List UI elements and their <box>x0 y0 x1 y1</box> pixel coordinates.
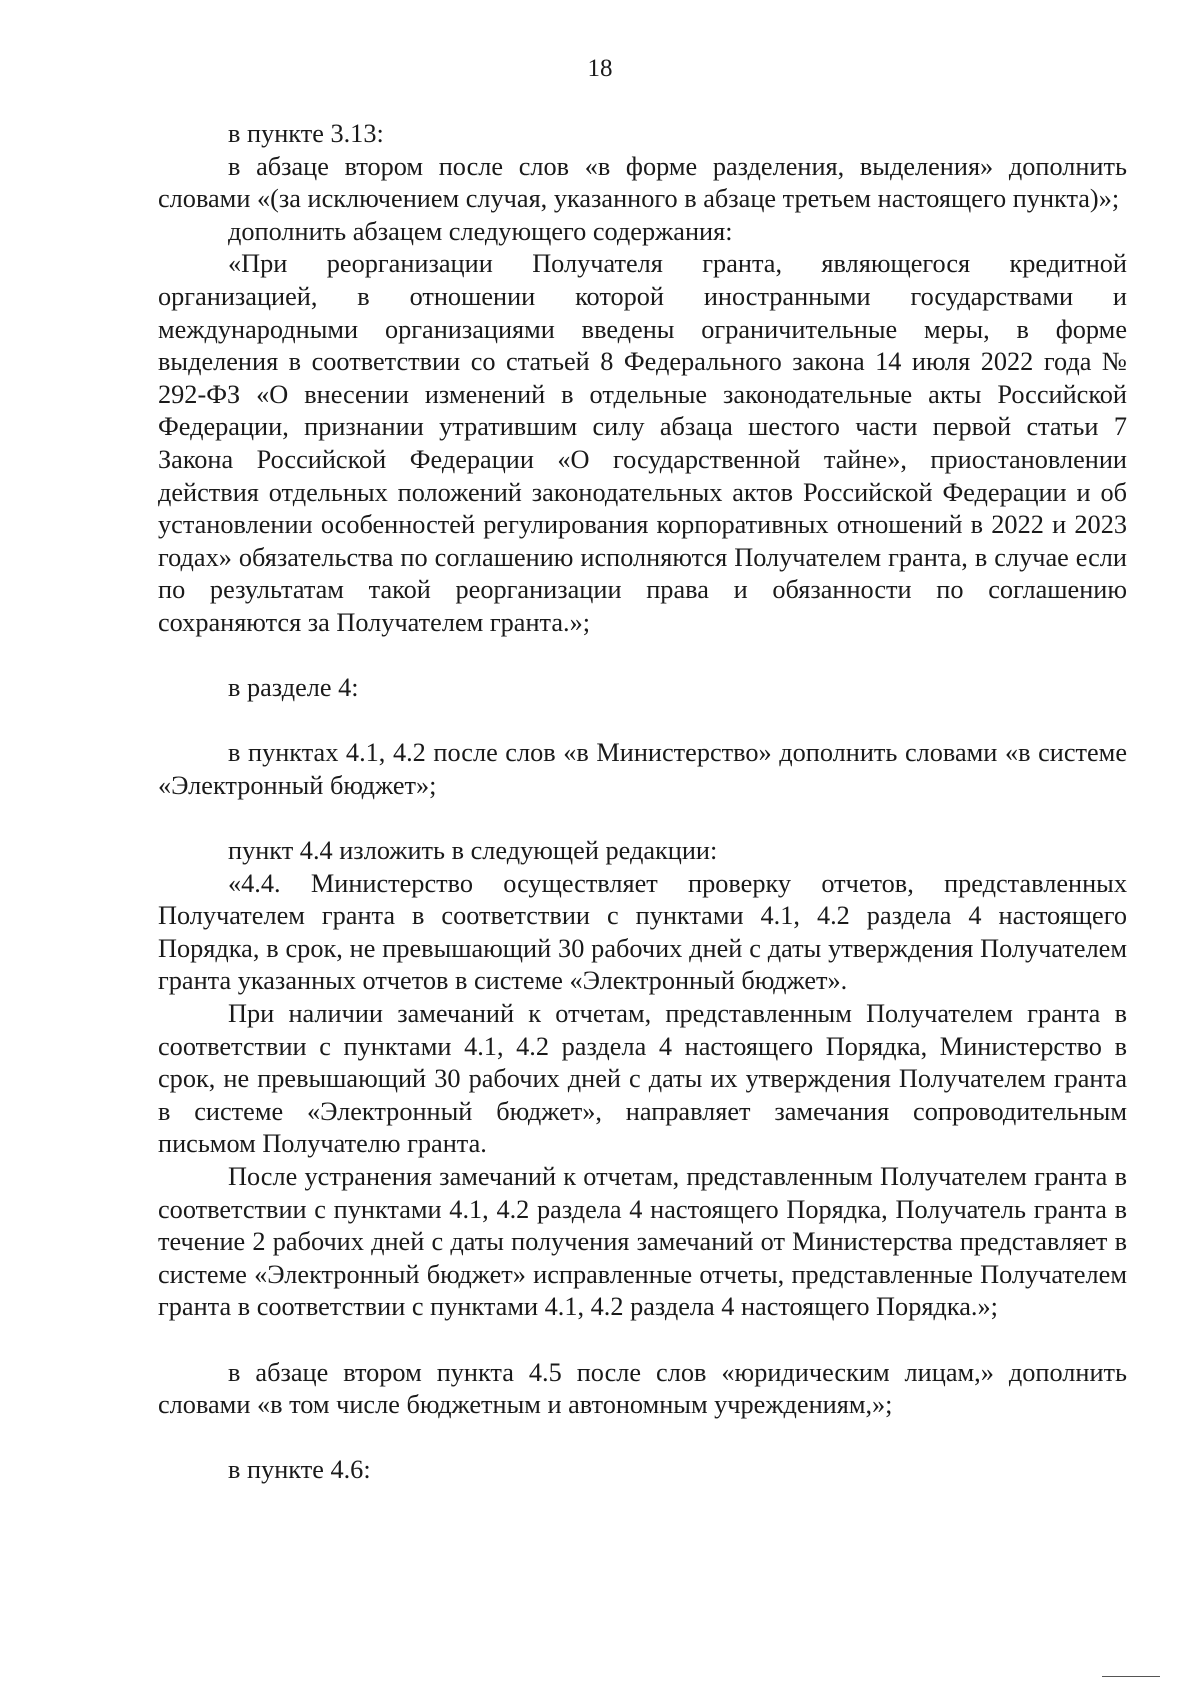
paragraph-item-4-4-intro: пункт 4.4 изложить в следующей редакции: <box>228 836 718 866</box>
footer-rule <box>1102 1676 1160 1677</box>
paragraph-section-4: в разделе 4: <box>228 673 359 703</box>
paragraph-after-remarks: После устранения замечаний к отчетам, представленным Получателем гранта в соответствии с пунктами 4.1, 4.2 раздела 4 настоящего Порядка, Получатель гранта в течение 2 рабочих дней с даты получения замечаний от Министерства представляет в системе «Электронный бюджет» исправленные отчеты, представленные Получателем гранта в соответствии с пунктами 4.1, 4.2 раздела 4 настоящего Порядка.»; <box>158 1162 1127 1322</box>
paragraph-item-4-6: в пункте 4.6: <box>228 1455 371 1485</box>
page-number: 18 <box>587 55 613 82</box>
paragraph-items-4-1-4-2: в пунктах 4.1, 4.2 после слов «в Министерство» дополнить словами «в системе «Электронный бюджет»; <box>158 738 1127 800</box>
paragraph-item-4-4-text: «4.4. Министерство осуществляет проверку отчетов, представленных Получателем гранта в соответствии с пунктами 4.1, 4.2 раздела 4 настоящего Порядка, в срок, не превышающий 30 рабочих дней с даты утверждения Получателем гранта указанных отчетов в системе «Электронный бюджет». <box>158 868 1127 996</box>
document-body <box>158 118 1127 1487</box>
paragraph-remarks: При наличии замечаний к отчетам, представленным Получателем гранта в соответствии с пунктами 4.1, 4.2 раздела 4 настоящего Порядка, Министерство в срок, не превышающий 30 рабочих дней с даты их утверждения Получателем гранта в системе «Электронный бюджет», направляет замечания сопроводительным письмом Получателю гранта. <box>158 999 1127 1159</box>
paragraph-add-abzac: дополнить абзацем следующего содержания: <box>228 216 733 246</box>
paragraph-reorganization: «При реорганизации Получателя гранта, являющегося кредитной организацией, в отношении которой иностранными государствами и международными организациями введены ограничительные меры, в форме выделения в соответствии со статьей 8 Федерального закона 14 июля 2022 года № 292-ФЗ «О внесении изменений в отдельные законодательные акты Российской Федерации, признании утратившим силу абзаца шестого части первой статьи 7 Закона Российской Федерации «О государственной тайне», приостановлении действия отдельных положений законодательных актов Российской Федерации и об установлении особенностей регулирования корпоративных отношений в 2022 и 2023 годах» обязательства по соглашению исполняются Получателем гранта, в случае если по результатам такой реорганизации права и обязанности по соглашению сохраняются за Получателем гранта.»; <box>158 249 1127 637</box>
paragraph-amend-abzac-2: в абзаце втором после слов «в форме разделения, выделения» дополнить словами «(за исключением случая, указанного в абзаце третьем настоящего пункта)»; <box>158 151 1127 214</box>
paragraph-item-4-5: в абзаце втором пункта 4.5 после слов «юридическим лицам,» дополнить словами «в том числе бюджетным и автономным учреждениям,»; <box>158 1357 1127 1420</box>
paragraph-item-3-13: в пункте 3.13: <box>228 119 384 148</box>
